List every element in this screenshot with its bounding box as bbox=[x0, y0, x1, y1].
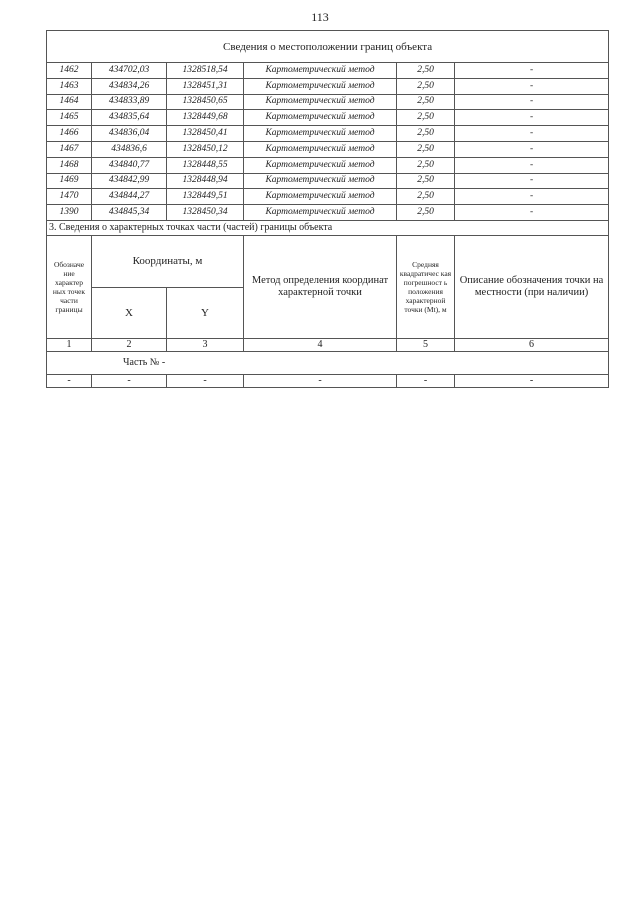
description-cell: - bbox=[455, 126, 609, 142]
description-cell: - bbox=[455, 78, 609, 94]
x-coord-cell: 434845,34 bbox=[92, 205, 167, 221]
section3-title: 3. Сведения о характерных точках части (частей) границы объекта bbox=[47, 220, 609, 235]
method-cell: Картометрический метод bbox=[244, 205, 397, 221]
column-numbers-row bbox=[47, 338, 609, 351]
method-cell: Картометрический метод bbox=[244, 189, 397, 205]
point-id-cell: 1390 bbox=[47, 205, 92, 221]
precision-cell: 2,50 bbox=[397, 189, 455, 205]
x-coord-cell: 434840,77 bbox=[92, 157, 167, 173]
section-title: Сведения о местоположении границ объекта bbox=[47, 31, 609, 63]
y-coord-cell: 1328449,68 bbox=[167, 110, 244, 126]
method-cell: Картометрический метод bbox=[244, 94, 397, 110]
precision-cell: 2,50 bbox=[397, 157, 455, 173]
dash-cell: - bbox=[47, 374, 92, 387]
precision-cell: 2,50 bbox=[397, 141, 455, 157]
x-coord-cell: 434844,27 bbox=[92, 189, 167, 205]
point-id-cell: 1469 bbox=[47, 173, 92, 189]
dash-cell: - bbox=[92, 374, 167, 387]
precision-cell: 2,50 bbox=[397, 126, 455, 142]
y-coord-cell: 1328450,65 bbox=[167, 94, 244, 110]
method-cell: Картометрический метод bbox=[244, 126, 397, 142]
method-header: Метод определения координат характерной точки bbox=[244, 235, 397, 338]
x-header: X bbox=[92, 287, 167, 338]
description-header: Описание обозначения точки на местности (при наличии) bbox=[455, 235, 609, 338]
method-cell: Картометрический метод bbox=[244, 63, 397, 79]
column-number: 1 bbox=[47, 338, 92, 351]
method-cell: Картометрический метод bbox=[244, 157, 397, 173]
description-cell: - bbox=[455, 173, 609, 189]
column-number: 4 bbox=[244, 338, 397, 351]
point-id-cell: 1462 bbox=[47, 63, 92, 79]
point-id-cell: 1464 bbox=[47, 94, 92, 110]
y-coord-cell: 1328451,31 bbox=[167, 78, 244, 94]
table-row bbox=[47, 205, 609, 221]
dash-cell: - bbox=[167, 374, 244, 387]
table-row bbox=[47, 173, 609, 189]
description-cell: - bbox=[455, 189, 609, 205]
coordinates-header: Координаты, м bbox=[92, 235, 244, 287]
point-id-cell: 1467 bbox=[47, 141, 92, 157]
precision-cell: 2,50 bbox=[397, 205, 455, 221]
dash-cell: - bbox=[397, 374, 455, 387]
table-row bbox=[47, 189, 609, 205]
part-dash-row bbox=[47, 374, 609, 387]
description-cell: - bbox=[455, 157, 609, 173]
table-row bbox=[47, 78, 609, 94]
y-header: Y bbox=[167, 287, 244, 338]
section3-title-row bbox=[47, 220, 609, 235]
table-row bbox=[47, 63, 609, 79]
point-id-cell: 1465 bbox=[47, 110, 92, 126]
table-row bbox=[47, 94, 609, 110]
y-coord-cell: 1328450,34 bbox=[167, 205, 244, 221]
precision-cell: 2,50 bbox=[397, 110, 455, 126]
description-cell: - bbox=[455, 63, 609, 79]
dash-cell: - bbox=[244, 374, 397, 387]
column-number: 2 bbox=[92, 338, 167, 351]
method-cell: Картометрический метод bbox=[244, 110, 397, 126]
precision-cell: 2,50 bbox=[397, 63, 455, 79]
x-coord-cell: 434702,03 bbox=[92, 63, 167, 79]
method-cell: Картометрический метод bbox=[244, 78, 397, 94]
point-id-cell: 1468 bbox=[47, 157, 92, 173]
precision-header: Средняя квадратичес кая погрешност ь положения характерной точки (Mt), м bbox=[397, 235, 455, 338]
section3-header-row-1 bbox=[47, 235, 609, 287]
y-coord-cell: 1328448,55 bbox=[167, 157, 244, 173]
method-cell: Картометрический метод bbox=[244, 173, 397, 189]
table-row bbox=[47, 157, 609, 173]
column-number: 5 bbox=[397, 338, 455, 351]
y-coord-cell: 1328450,41 bbox=[167, 126, 244, 142]
precision-cell: 2,50 bbox=[397, 94, 455, 110]
column-number: 3 bbox=[167, 338, 244, 351]
x-coord-cell: 434836,6 bbox=[92, 141, 167, 157]
x-coord-cell: 434836,04 bbox=[92, 126, 167, 142]
table-row bbox=[47, 126, 609, 142]
description-cell: - bbox=[455, 94, 609, 110]
column-number: 6 bbox=[455, 338, 609, 351]
point-designation-header: Обозначе ние характер ных точек части границы bbox=[47, 235, 92, 338]
x-coord-cell: 434833,89 bbox=[92, 94, 167, 110]
table-row bbox=[47, 110, 609, 126]
y-coord-cell: 1328448,94 bbox=[167, 173, 244, 189]
point-id-cell: 1466 bbox=[47, 126, 92, 142]
precision-cell: 2,50 bbox=[397, 173, 455, 189]
y-coord-cell: 1328518,54 bbox=[167, 63, 244, 79]
description-cell: - bbox=[455, 141, 609, 157]
description-cell: - bbox=[455, 205, 609, 221]
table-row bbox=[47, 141, 609, 157]
y-coord-cell: 1328450,12 bbox=[167, 141, 244, 157]
description-cell: - bbox=[455, 110, 609, 126]
y-coord-cell: 1328449,51 bbox=[167, 189, 244, 205]
x-coord-cell: 434842,99 bbox=[92, 173, 167, 189]
point-id-cell: 1463 bbox=[47, 78, 92, 94]
dash-cell: - bbox=[455, 374, 609, 387]
method-cell: Картометрический метод bbox=[244, 141, 397, 157]
page-number: 113 bbox=[311, 10, 329, 24]
section-header-row bbox=[47, 31, 609, 63]
point-id-cell: 1470 bbox=[47, 189, 92, 205]
precision-cell: 2,50 bbox=[397, 78, 455, 94]
x-coord-cell: 434834,26 bbox=[92, 78, 167, 94]
boundary-table bbox=[46, 30, 609, 388]
part-label: Часть № - bbox=[47, 351, 609, 374]
part-row bbox=[47, 351, 609, 374]
x-coord-cell: 434835,64 bbox=[92, 110, 167, 126]
